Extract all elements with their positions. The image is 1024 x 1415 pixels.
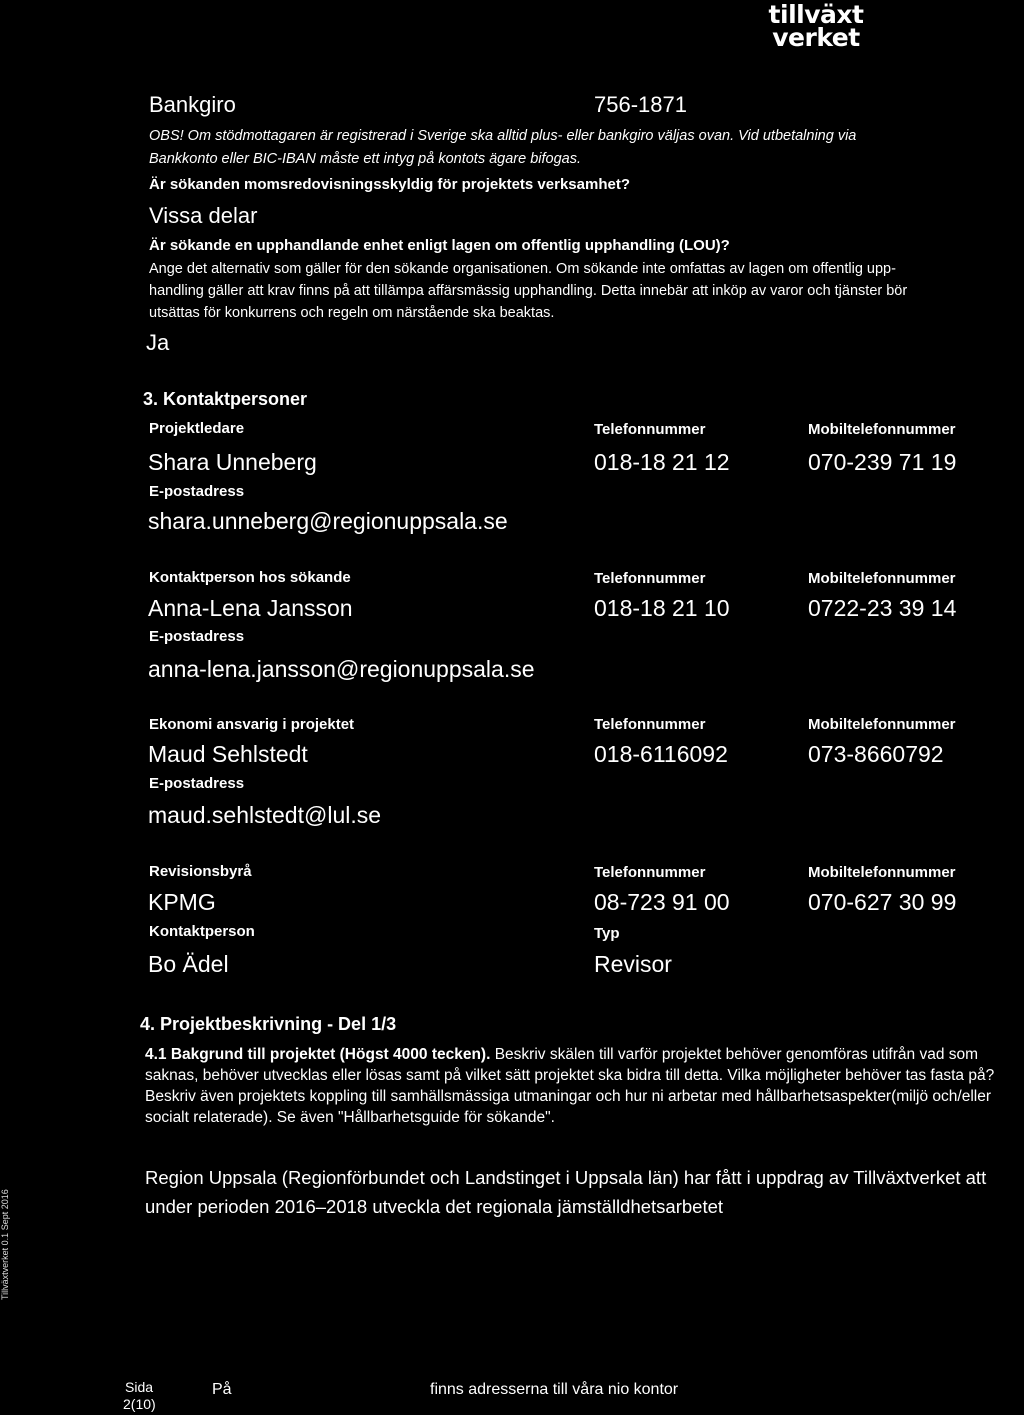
applicant-contact-name: Anna-Lena Jansson (148, 595, 353, 621)
logo-line-2: verket (772, 23, 860, 52)
footer-pa: På (212, 1381, 232, 1398)
mobile-label: Mobiltelefonnummer (808, 421, 956, 438)
audit-type-value: Revisor (594, 951, 672, 977)
background-subheading: 4.1 Bakgrund till projektet (Högst 4000 tecken). (145, 1046, 491, 1063)
bankgiro-value: 756-1871 (594, 92, 687, 117)
audit-firm-mobile: 070-627 30 99 (808, 889, 957, 915)
lou-question: Är sökande en upphandlande enhet enligt lagen om offentlig upphandling (LOU)? (149, 237, 730, 254)
project-leader-name: Shara Unneberg (148, 449, 317, 475)
email-label: E-postadress (149, 775, 245, 792)
page-number: 2(10) (123, 1396, 156, 1412)
description-instructions (145, 1044, 1015, 1128)
applicant-contact-label: Kontaktperson hos sökande (149, 569, 351, 586)
lou-answer: Ja (146, 330, 170, 355)
instruction-rest: vad som saknas, behöver utvecklas eller lösas samt på vilket sätt projektet ska bidra till detta. Vilka möjligheter behöver tas fasta på? Beskriv även projektets koppling till samhällsmässiga utmaningar och hur ni arbetar med hållbarhetsaspekter(miljö och/eller socialt relaterade). Se även "Hållbarhetsguide för sökande". (145, 1046, 995, 1126)
project-leader-mobile: 070-239 71 19 (808, 449, 957, 475)
logo-line-1: tillväxt (768, 0, 864, 29)
finance-mobile: 073-8660792 (808, 741, 944, 767)
audit-firm-label: Revisionsbyrå (149, 863, 252, 880)
applicant-contact-mobile: 0722-23 39 14 (808, 595, 957, 621)
mobile-label: Mobiltelefonnummer (808, 716, 956, 733)
audit-type-label: Typ (594, 925, 620, 942)
payment-note-line2: Bankkonto eller BIC-IBAN måste ett intyg på kontots ägare bifogas. (149, 151, 582, 167)
phone-label: Telefonnummer (594, 421, 706, 438)
bankgiro-label: Bankgiro (149, 92, 236, 117)
finance-email: maud.sehlstedt@lul.se (148, 802, 382, 828)
page-label: Sida (125, 1379, 154, 1395)
description-heading: 4. Projektbeskrivning - Del 1/3 (140, 1014, 397, 1034)
project-leader-label: Projektledare (149, 420, 245, 437)
footer-offices-text: finns adresserna till våra nio kontor (430, 1381, 679, 1398)
vat-question: Är sökanden momsredovisningsskyldig för projektets verksamhet? (149, 176, 630, 193)
background-body-text: Region Uppsala (Regionförbundet och Landstinget i Uppsala län) har fått i uppdrag av Tillväxtverket att under perioden 2016–2018 utveckla det regionala jämställdhetsarbetet (145, 1167, 987, 1217)
payment-note-line1: OBS! Om stödmottagaren är registrerad i Sverige ska alltid plus- eller bankgiro väljas ovan. Vid utbetalning via (149, 128, 857, 144)
vat-answer: Vissa delar (149, 203, 258, 228)
mobile-label: Mobiltelefonnummer (808, 570, 956, 587)
phone-label: Telefonnummer (594, 716, 706, 733)
instruction-first: Beskriv skälen till varför projektet behöver genomföras utifrån (494, 1046, 916, 1063)
phone-label: Telefonnummer (594, 864, 706, 881)
finance-name: Maud Sehlstedt (148, 741, 308, 767)
audit-contact-name: Bo Ädel (148, 951, 229, 977)
lou-info-line1: Ange det alternativ som gäller för den sökande organisationen. Om sökande inte omfattas av lagen om offentlig upp- (149, 261, 896, 277)
email-label: E-postadress (149, 628, 245, 645)
mobile-label: Mobiltelefonnummer (808, 864, 956, 881)
lou-info-line3: utsättas för konkurrens och regeln om närstående ska beaktas. (149, 305, 555, 321)
phone-label: Telefonnummer (594, 570, 706, 587)
project-leader-phone: 018-18 21 12 (594, 449, 730, 475)
finance-phone: 018-6116092 (594, 741, 728, 767)
finance-label: Ekonomi ansvarig i projektet (149, 716, 355, 733)
applicant-contact-phone: 018-18 21 10 (594, 595, 730, 621)
email-label: E-postadress (149, 483, 245, 500)
applicant-contact-email: anna-lena.jansson@regionuppsala.se (148, 656, 535, 682)
contacts-heading: 3. Kontaktpersoner (143, 389, 308, 409)
audit-contact-label: Kontaktperson (149, 923, 255, 940)
project-leader-email: shara.unneberg@regionuppsala.se (148, 508, 508, 534)
side-version-text: Tillväxtverket 0.1 Sept 2016 (0, 1189, 10, 1300)
audit-firm-name: KPMG (148, 889, 216, 915)
tillvaxtverket-logo (756, 0, 876, 52)
audit-firm-phone: 08-723 91 00 (594, 889, 730, 915)
lou-info-line2: handling gäller att krav finns på att tillämpa affärsmässig upphandling. Detta innebär att inköp av varor och tjänster bör (149, 283, 908, 299)
